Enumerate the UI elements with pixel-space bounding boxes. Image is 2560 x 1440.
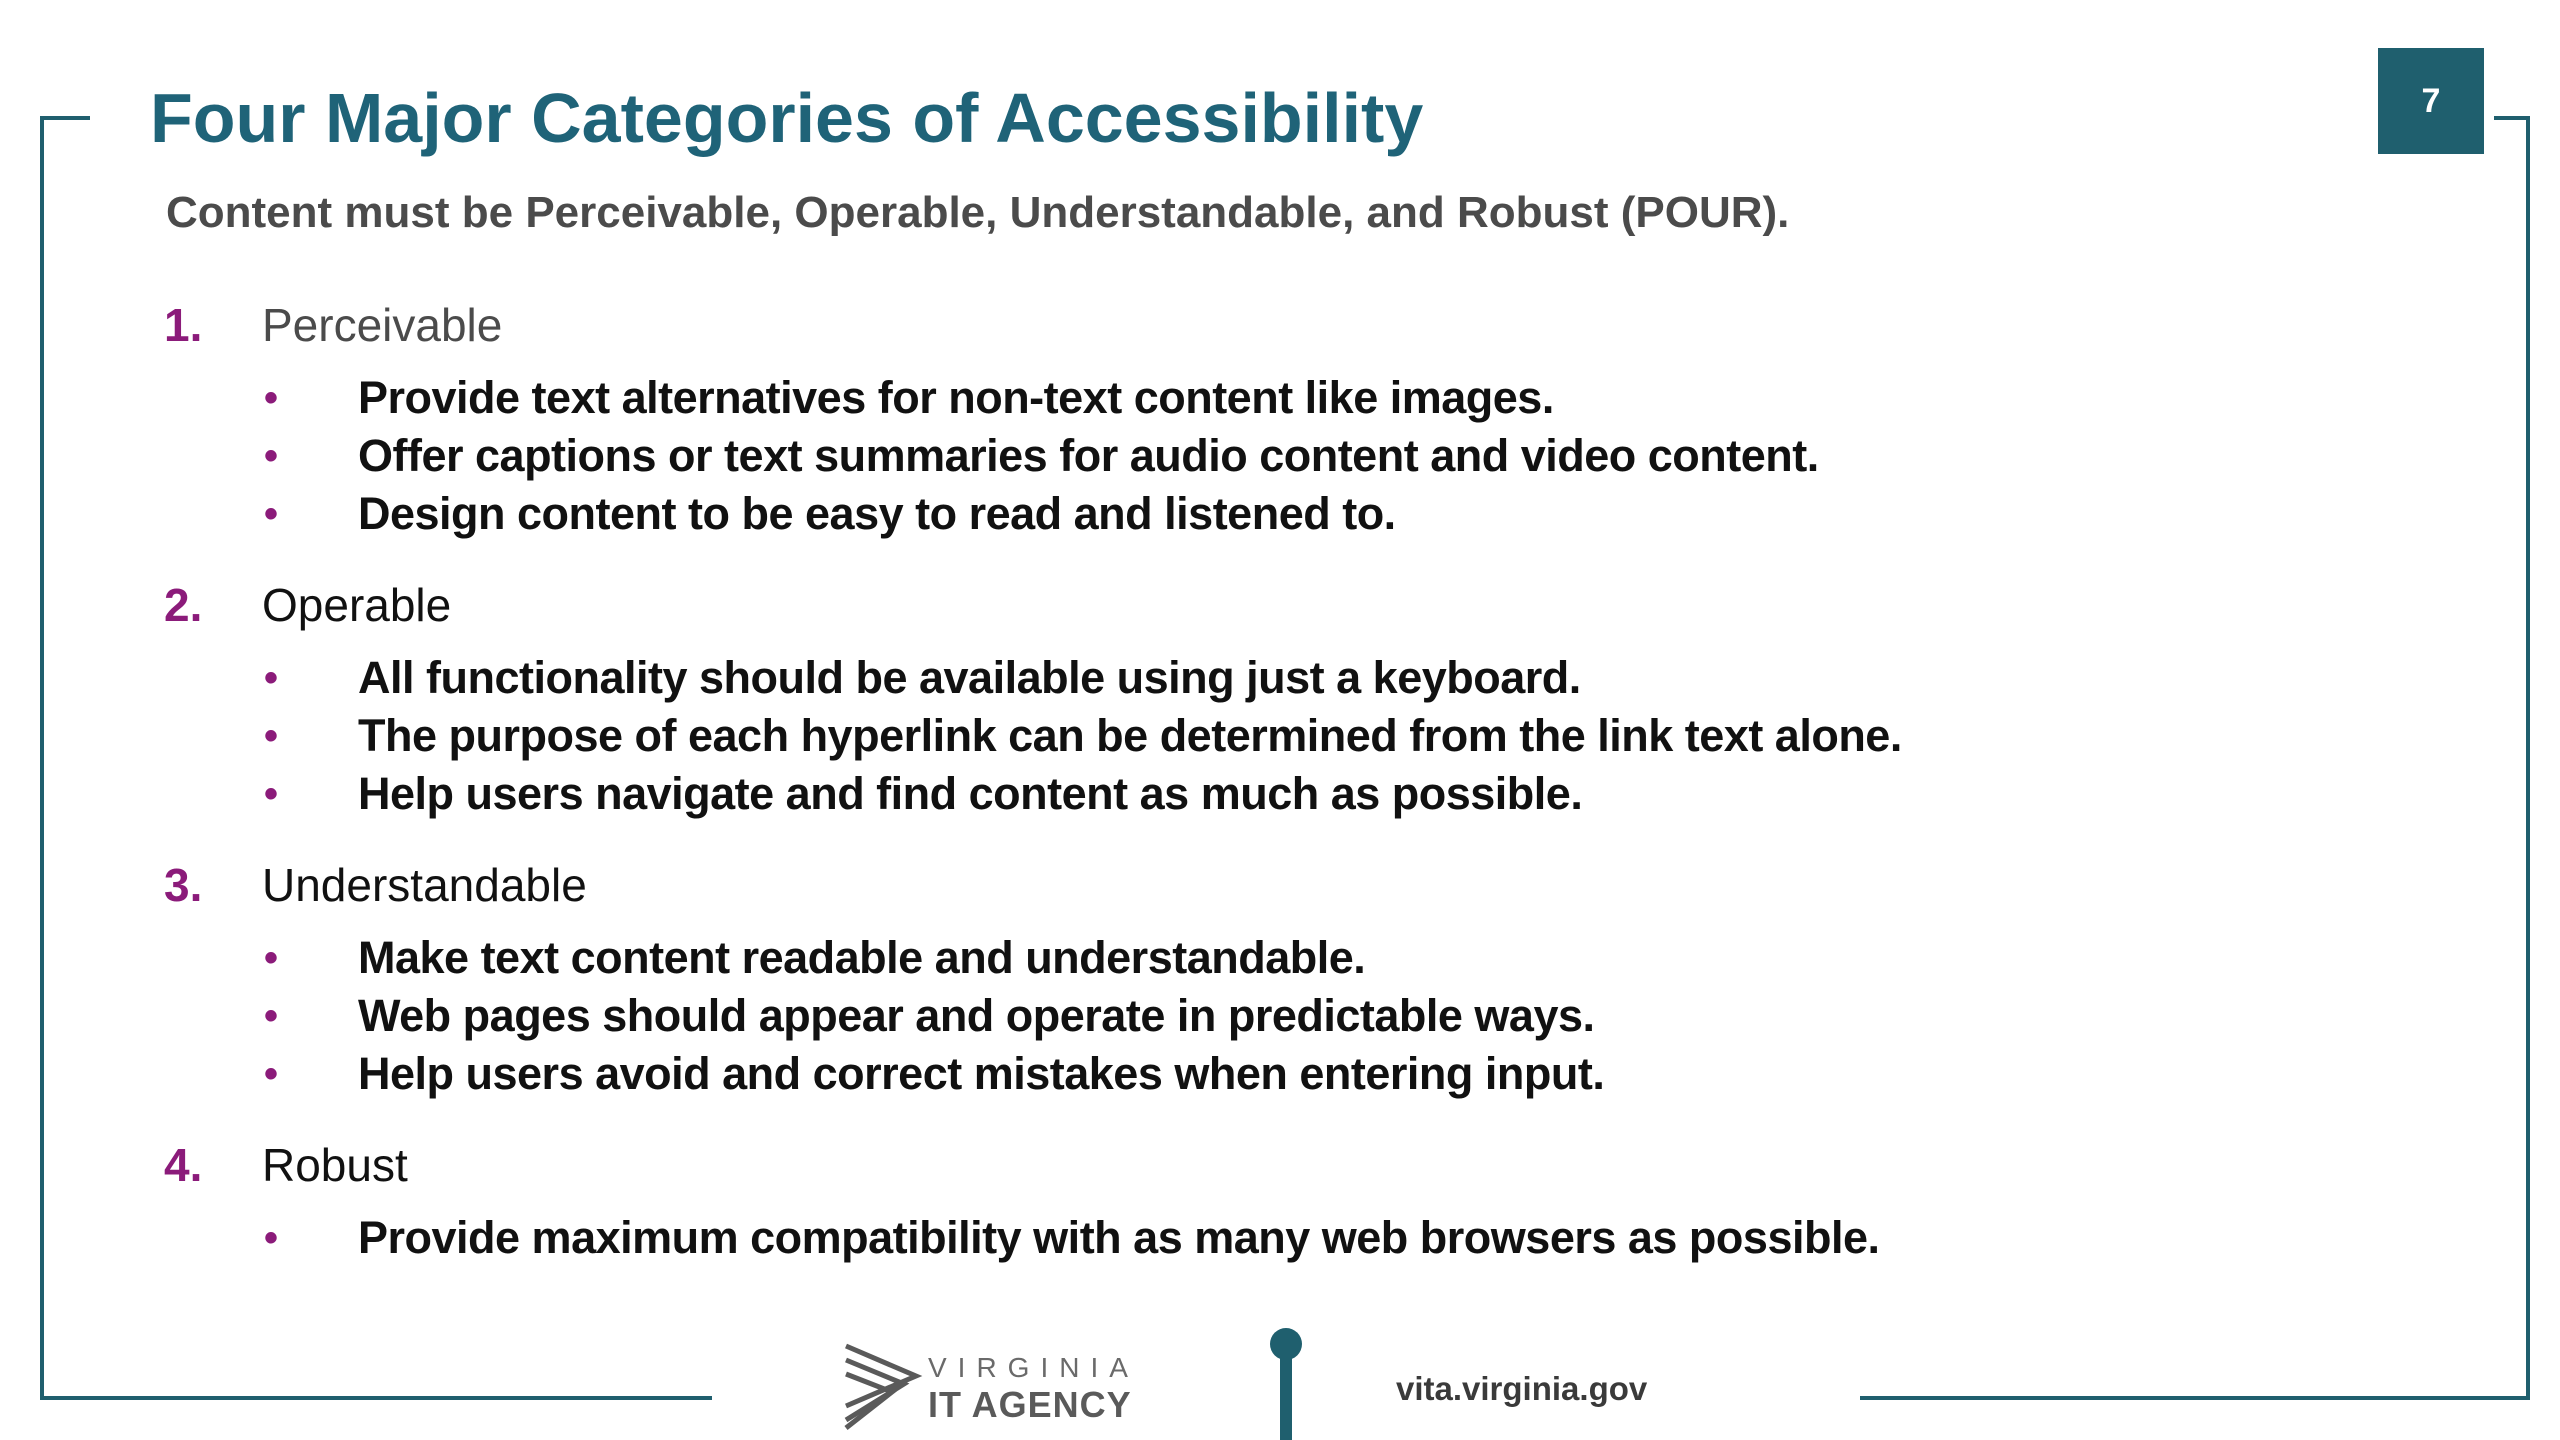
bullet-text: Make text content readable and understandable. [358,932,1366,983]
section-title: Understandable [262,859,587,911]
frame-bottom-right-line [1860,1396,2530,1400]
section-title: Operable [262,579,452,631]
frame-top-left-line [40,116,90,120]
section-number: 3. [164,859,203,911]
bullet-dot-icon: • [264,772,279,816]
frame-top-right-line [2494,116,2530,120]
bullet-dot-icon: • [264,994,279,1038]
bullet-text: The purpose of each hyperlink can be determined from the link text alone. [358,710,1902,761]
frame-right-line [2526,116,2530,1400]
frame-left-line [40,116,44,1400]
bullet-text: Help users navigate and find content as much as possible. [358,768,1583,819]
bullet-text: All functionality should be available using just a keyboard. [358,652,1581,703]
section-title: Perceivable [262,299,503,351]
logo-line-agency: IT AGENCY [928,1384,1132,1425]
bullet-dot-icon: • [264,376,279,420]
slide-subtitle: Content must be Perceivable, Operable, Understandable, and Robust (POUR). [166,188,1790,237]
page-number: 7 [2421,81,2441,120]
slide-title: Four Major Categories of Accessibility [150,79,1424,157]
bullet-dot-icon: • [264,434,279,478]
bullet-dot-icon: • [264,656,279,700]
logo-line-virginia: VIRGINIA [928,1352,1139,1383]
bullet-dot-icon: • [264,1216,279,1260]
footer-url: vita.virginia.gov [1396,1370,1648,1407]
section-number: 1. [164,299,203,351]
bullet-text: Design content to be easy to read and listened to. [358,488,1396,539]
bullet-text: Offer captions or text summaries for audio content and video content. [358,430,1819,481]
bullet-text: Provide text alternatives for non-text content like images. [358,372,1554,423]
bullet-text: Provide maximum compatibility with as many web browsers as possible. [358,1212,1880,1263]
bullet-dot-icon: • [264,492,279,536]
section-number: 4. [164,1139,203,1191]
bullet-dot-icon: • [264,1052,279,1096]
bullet-text: Help users avoid and correct mistakes when entering input. [358,1048,1605,1099]
section-title: Robust [262,1139,408,1191]
footer-divider [1280,1340,1292,1440]
bullet-dot-icon: • [264,714,279,758]
bullet-text: Web pages should appear and operate in predictable ways. [358,990,1595,1041]
page-number-badge [2378,48,2484,154]
frame-bottom-left-line [40,1396,712,1400]
bullet-dot-icon: • [264,936,279,980]
section-number: 2. [164,579,203,631]
